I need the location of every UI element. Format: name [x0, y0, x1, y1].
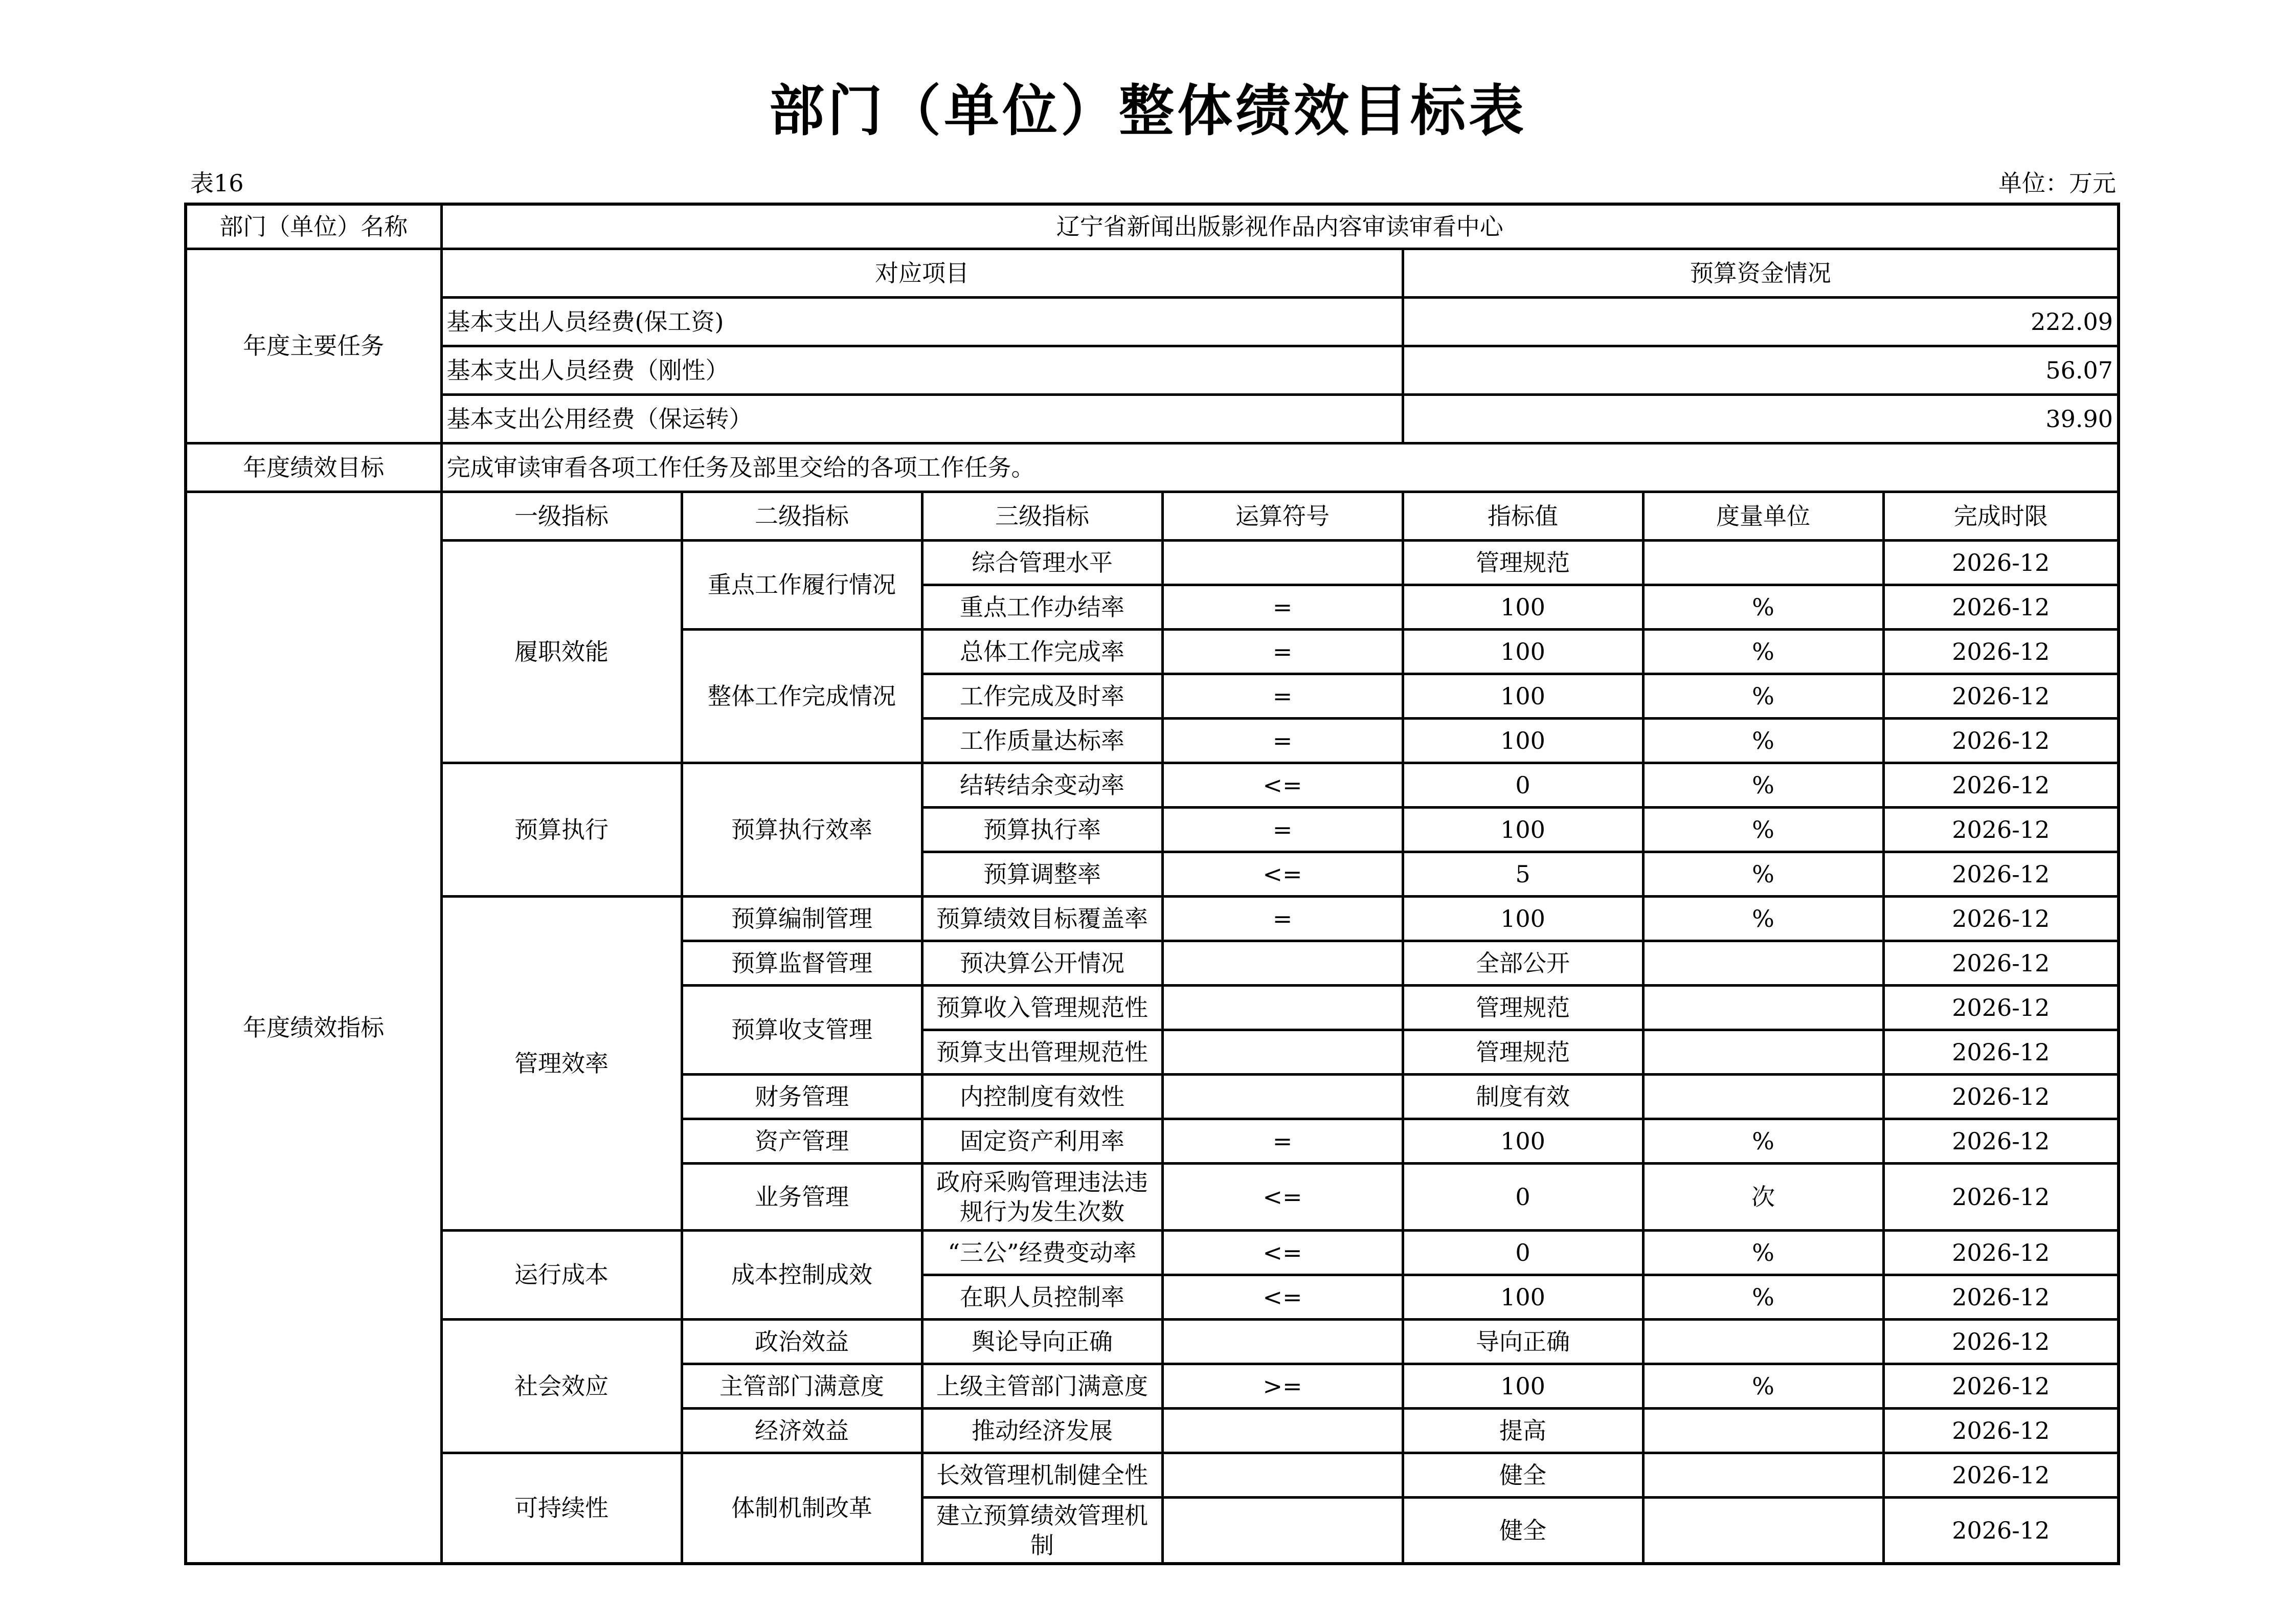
level3-cell: 工作质量达标率 [922, 718, 1162, 763]
unit-cell: % [1643, 1230, 1883, 1275]
operator-cell: = [1162, 674, 1403, 718]
task-project: 基本支出人员经费（刚性） [441, 346, 1403, 394]
deadline-cell: 2026-12 [1883, 896, 2119, 941]
operator-cell [1162, 941, 1403, 985]
level3-cell: 预算绩效目标覆盖率 [922, 896, 1162, 941]
value-cell: 提高 [1403, 1408, 1643, 1453]
operator-cell [1162, 1074, 1403, 1119]
deadline-cell: 2026-12 [1883, 1408, 2119, 1453]
level3-cell: 长效管理机制健全性 [922, 1453, 1162, 1497]
task-budget: 39.90 [1403, 394, 2119, 443]
goal-row [186, 443, 2119, 492]
level3-cell: 综合管理水平 [922, 540, 1162, 585]
level3-cell: 工作完成及时率 [922, 674, 1162, 718]
value-cell: 100 [1403, 674, 1643, 718]
operator-cell: = [1162, 718, 1403, 763]
operator-cell [1162, 1497, 1403, 1564]
level3-cell: 建立预算绩效管理机制 [922, 1497, 1162, 1564]
level3-cell: 结转结余变动率 [922, 763, 1162, 807]
operator-cell: = [1162, 585, 1403, 629]
deadline-cell: 2026-12 [1883, 540, 2119, 585]
level3-cell: 政府采购管理违法违规行为发生次数 [922, 1163, 1162, 1230]
level2-cell: 主管部门满意度 [682, 1364, 922, 1408]
tasks-header-row [186, 249, 2119, 297]
value-header: 指标值 [1403, 492, 1643, 540]
level3-cell: 舆论导向正确 [922, 1319, 1162, 1364]
annual-goal-text: 完成审读审看各项工作任务及部里交给的各项工作任务。 [441, 443, 2119, 492]
deadline-cell: 2026-12 [1883, 807, 2119, 852]
level3-header: 三级指标 [922, 492, 1162, 540]
unit-header: 度量单位 [1643, 492, 1883, 540]
level2-cell: 预算编制管理 [682, 896, 922, 941]
value-cell: 100 [1403, 585, 1643, 629]
value-cell: 100 [1403, 1119, 1643, 1163]
level2-cell: 预算执行效率 [682, 763, 922, 896]
level2-cell: 整体工作完成情况 [682, 629, 922, 763]
unit-cell: % [1643, 629, 1883, 674]
operator-cell: = [1162, 1119, 1403, 1163]
dept-label: 部门（单位）名称 [186, 204, 441, 249]
operator-cell: <= [1162, 1275, 1403, 1319]
level2-cell: 财务管理 [682, 1074, 922, 1119]
deadline-cell: 2026-12 [1883, 1364, 2119, 1408]
level2-cell: 业务管理 [682, 1163, 922, 1230]
unit-cell: % [1643, 1119, 1883, 1163]
deadline-cell: 2026-12 [1883, 1453, 2119, 1497]
deadline-cell: 2026-12 [1883, 629, 2119, 674]
value-cell: 100 [1403, 1275, 1643, 1319]
level3-cell: 上级主管部门满意度 [922, 1364, 1162, 1408]
operator-cell: = [1162, 807, 1403, 852]
operator-cell [1162, 1319, 1403, 1364]
unit-label: 单位：万元 [1998, 169, 2116, 197]
task-budget: 222.09 [1403, 297, 2119, 346]
level3-cell: 重点工作办结率 [922, 585, 1162, 629]
task-row [186, 346, 2119, 394]
deadline-cell: 2026-12 [1883, 1497, 2119, 1564]
unit-cell [1643, 941, 1883, 985]
level2-cell: 预算收支管理 [682, 985, 922, 1074]
value-cell: 100 [1403, 896, 1643, 941]
level2-cell: 预算监督管理 [682, 941, 922, 985]
unit-cell: 次 [1643, 1163, 1883, 1230]
unit-cell [1643, 1074, 1883, 1119]
level3-cell: 在职人员控制率 [922, 1275, 1162, 1319]
level1-cell: 运行成本 [441, 1230, 682, 1319]
unit-cell [1643, 985, 1883, 1030]
unit-cell: % [1643, 585, 1883, 629]
value-cell: 100 [1403, 1364, 1643, 1408]
value-cell: 管理规范 [1403, 1030, 1643, 1074]
unit-cell: % [1643, 852, 1883, 896]
level3-cell: 预决算公开情况 [922, 941, 1162, 985]
unit-cell: % [1643, 896, 1883, 941]
value-cell: 健全 [1403, 1497, 1643, 1564]
deadline-cell: 2026-12 [1883, 852, 2119, 896]
annual-goal-label: 年度绩效目标 [186, 443, 441, 492]
operator-header: 运算符号 [1162, 492, 1403, 540]
value-cell: 管理规范 [1403, 540, 1643, 585]
table-number: 表16 [190, 169, 244, 197]
deadline-cell: 2026-12 [1883, 941, 2119, 985]
deadline-cell: 2026-12 [1883, 1319, 2119, 1364]
indicator-row [186, 896, 2119, 941]
indicator-row [186, 1230, 2119, 1275]
unit-cell [1643, 1319, 1883, 1364]
unit-cell: % [1643, 1364, 1883, 1408]
value-cell: 0 [1403, 1163, 1643, 1230]
operator-cell: <= [1162, 852, 1403, 896]
col-budget-header: 预算资金情况 [1403, 249, 2119, 297]
value-cell: 5 [1403, 852, 1643, 896]
level3-cell: 固定资产利用率 [922, 1119, 1162, 1163]
deadline-cell: 2026-12 [1883, 674, 2119, 718]
task-project: 基本支出人员经费(保工资) [441, 297, 1403, 346]
unit-cell: % [1643, 1275, 1883, 1319]
indicator-row [186, 1319, 2119, 1364]
unit-cell: % [1643, 807, 1883, 852]
level2-cell: 政治效益 [682, 1319, 922, 1364]
level2-header: 二级指标 [682, 492, 922, 540]
deadline-cell: 2026-12 [1883, 718, 2119, 763]
level2-cell: 重点工作履行情况 [682, 540, 922, 629]
level3-cell: 预算收入管理规范性 [922, 985, 1162, 1030]
dept-row [186, 204, 2119, 249]
value-cell: 0 [1403, 1230, 1643, 1275]
unit-cell [1643, 1453, 1883, 1497]
indicator-row [186, 540, 2119, 585]
value-cell: 制度有效 [1403, 1074, 1643, 1119]
value-cell: 全部公开 [1403, 941, 1643, 985]
deadline-cell: 2026-12 [1883, 1030, 2119, 1074]
operator-cell [1162, 540, 1403, 585]
level1-header: 一级指标 [441, 492, 682, 540]
operator-cell: = [1162, 629, 1403, 674]
level1-cell: 可持续性 [441, 1453, 682, 1564]
level1-cell: 管理效率 [441, 896, 682, 1230]
unit-cell [1643, 1408, 1883, 1453]
unit-cell: % [1643, 763, 1883, 807]
level2-cell: 资产管理 [682, 1119, 922, 1163]
operator-cell: >= [1162, 1364, 1403, 1408]
unit-cell: % [1643, 674, 1883, 718]
level2-cell: 成本控制成效 [682, 1230, 922, 1319]
operator-cell [1162, 1030, 1403, 1074]
indicators-label: 年度绩效指标 [186, 492, 441, 1564]
value-cell: 管理规范 [1403, 985, 1643, 1030]
level3-cell: 总体工作完成率 [922, 629, 1162, 674]
level2-cell: 体制机制改革 [682, 1453, 922, 1564]
operator-cell [1162, 985, 1403, 1030]
level1-cell: 预算执行 [441, 763, 682, 896]
task-row [186, 394, 2119, 443]
deadline-cell: 2026-12 [1883, 585, 2119, 629]
unit-cell [1643, 1497, 1883, 1564]
value-cell: 0 [1403, 763, 1643, 807]
deadline-cell: 2026-12 [1883, 763, 2119, 807]
value-cell: 导向正确 [1403, 1319, 1643, 1364]
deadline-cell: 2026-12 [1883, 1163, 2119, 1230]
operator-cell: <= [1162, 763, 1403, 807]
value-cell: 100 [1403, 807, 1643, 852]
annual-tasks-label: 年度主要任务 [186, 249, 441, 443]
deadline-cell: 2026-12 [1883, 1275, 2119, 1319]
deadline-cell: 2026-12 [1883, 1230, 2119, 1275]
level3-cell: 预算执行率 [922, 807, 1162, 852]
operator-cell: <= [1162, 1230, 1403, 1275]
page-title: 部门（单位）整体绩效目标表 [769, 79, 1527, 143]
level3-cell: “三公”经费变动率 [922, 1230, 1162, 1275]
dept-name: 辽宁省新闻出版影视作品内容审读审看中心 [441, 204, 2119, 249]
level3-cell: 预算调整率 [922, 852, 1162, 896]
task-budget: 56.07 [1403, 346, 2119, 394]
task-project: 基本支出公用经费（保运转） [441, 394, 1403, 443]
level1-cell: 社会效应 [441, 1319, 682, 1453]
level3-cell: 内控制度有效性 [922, 1074, 1162, 1119]
deadline-cell: 2026-12 [1883, 1074, 2119, 1119]
deadline-cell: 2026-12 [1883, 985, 2119, 1030]
col-project-header: 对应项目 [441, 249, 1403, 297]
value-cell: 100 [1403, 629, 1643, 674]
operator-cell [1162, 1408, 1403, 1453]
operator-cell [1162, 1453, 1403, 1497]
level3-cell: 预算支出管理规范性 [922, 1030, 1162, 1074]
unit-cell [1643, 1030, 1883, 1074]
level3-cell: 推动经济发展 [922, 1408, 1162, 1453]
unit-cell: % [1643, 718, 1883, 763]
indicator-header-row [186, 492, 2119, 540]
operator-cell: = [1162, 896, 1403, 941]
indicator-row [186, 763, 2119, 807]
performance-table [184, 203, 2120, 1565]
deadline-cell: 2026-12 [1883, 1119, 2119, 1163]
deadline-header: 完成时限 [1883, 492, 2119, 540]
indicator-body [186, 492, 2119, 1564]
value-cell: 健全 [1403, 1453, 1643, 1497]
task-row [186, 297, 2119, 346]
operator-cell: <= [1162, 1163, 1403, 1230]
value-cell: 100 [1403, 718, 1643, 763]
indicator-row [186, 1453, 2119, 1497]
unit-cell [1643, 540, 1883, 585]
level1-cell: 履职效能 [441, 540, 682, 763]
level2-cell: 经济效益 [682, 1408, 922, 1453]
